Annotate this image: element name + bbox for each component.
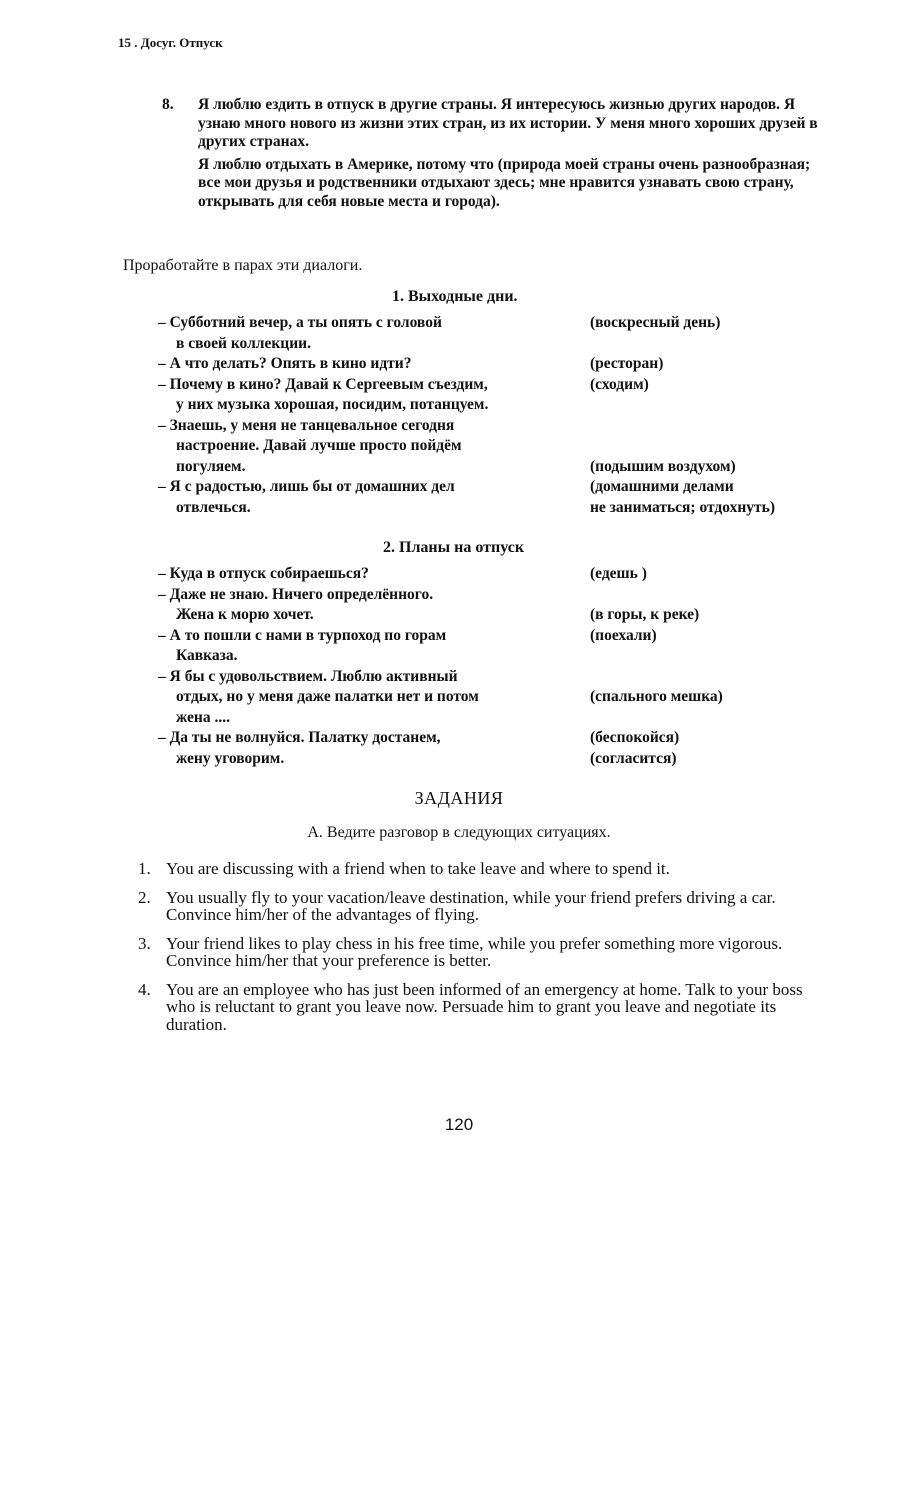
- dialog-1: [158, 313, 823, 518]
- dialog-substitution: (ресторан): [590, 355, 664, 372]
- dialog-line-continuation: отдых, но у меня даже палатки нет и потом: [176, 688, 479, 705]
- task-text: You are an employee who has just been informed of an emergency at home. Talk to your boss who is reluctant to grant you leave now. Persuade him to grant you leave and negotiate its duration.: [166, 979, 803, 1034]
- dialog-substitution: (спального мешка): [590, 688, 723, 705]
- dialog-line-continuation: Жена к морю хочет.: [176, 606, 314, 623]
- tasks-title: ЗАДАНИЯ: [414, 788, 504, 808]
- instruction-text: Проработайте в парах эти диалоги.: [123, 257, 363, 274]
- page-number: 120: [444, 1115, 474, 1134]
- dialog-line-text: [158, 585, 590, 626]
- task-number: 3.: [138, 933, 151, 953]
- dialog-line-continuation: в своей коллекции.: [176, 334, 311, 352]
- task-text: Your friend likes to play chess in his free time, while you prefer something more vigorous. Convince him/her that your preference is better.: [166, 933, 783, 970]
- dialog-line-text: [158, 313, 590, 354]
- dialog-line: [158, 626, 823, 667]
- dialog-substitution: (в горы, к реке): [590, 606, 700, 623]
- dialog-line-text: [158, 416, 590, 478]
- task-item: [138, 935, 828, 970]
- dialog-line-continuation: Кавказа.: [176, 647, 238, 664]
- task-number: 2.: [138, 887, 151, 907]
- dialog-line-first: – А что делать? Опять в кино идти?: [158, 355, 412, 372]
- dialog-substitution: (поехали): [590, 626, 657, 644]
- dialog-line: [158, 564, 823, 585]
- dialog-line: [158, 585, 823, 626]
- task-item: [138, 889, 828, 924]
- dialog-line-text: [158, 477, 590, 518]
- tasks-list: [138, 860, 828, 1044]
- dialog-line-first: – Субботний вечер, а ты опять с головой: [158, 314, 442, 331]
- dialog-line-first: – Да ты не волнуйся. Палатку достанем,: [158, 729, 441, 746]
- dialog-line-first: – Я с радостью, лишь бы от домашних дел: [158, 478, 455, 495]
- dialog-substitution: (беспокойся) (согласится): [590, 729, 680, 767]
- dialog-line: [158, 354, 823, 375]
- dialog-substitution: (воскресный день): [590, 314, 721, 331]
- tasks-subtitle: А. Ведите разговор в следующих ситуациях.: [307, 824, 611, 841]
- task-text: You are discussing with a friend when to take leave and where to spend it.: [166, 859, 670, 878]
- item-8-number: 8.: [162, 96, 174, 113]
- dialog-substitution: (едешь ): [590, 565, 647, 582]
- task-number: 4.: [138, 979, 151, 999]
- dialog-line-text: [158, 354, 590, 375]
- dialog-line-text: [158, 564, 590, 585]
- dialog-line-first: – Почему в кино? Давай к Сергеевым съездим,: [158, 375, 488, 393]
- task-text: You usually fly to your vacation/leave destination, while your friend prefers driving a car. Convince him/her of the advantages of flying.: [166, 887, 776, 924]
- task-item: [138, 981, 828, 1034]
- dialog-line-continuation: настроение. Давай лучше просто пойдём: [176, 437, 462, 454]
- task-item: [138, 860, 828, 878]
- item-8-body: [198, 96, 822, 211]
- item-8-paragraph: Я люблю отдыхать в Америке, потому что (природа моей страны очень разнообразная; все мои друзья и родственники отдыхают здесь; мне нравится узнавать свою страну, открывать для себя новые места и города).: [198, 155, 811, 210]
- item-8-paragraph: Я люблю ездить в отпуск в другие страны. Я интересуюсь жизнью других народов. Я узнаю много нового из жизни этих стран, из их истории. У меня много хороших друзей в других странах.: [198, 96, 818, 150]
- running-header: 15 . Досуг. Отпуск: [118, 35, 223, 50]
- dialog-2: [158, 564, 823, 769]
- dialog-line: [158, 667, 823, 729]
- dialog-line-continuation: отвлечься.: [176, 498, 251, 516]
- dialog-line-text: [158, 626, 590, 667]
- dialog-line: [158, 728, 823, 769]
- dialog-line: [158, 416, 823, 478]
- dialog-line-continuation: жена ....: [176, 708, 230, 726]
- dialog-line-first: – А то пошли с нами в турпоход по горам: [158, 626, 447, 644]
- dialog-line-first: – Даже не знаю. Ничего определённого.: [158, 585, 434, 603]
- dialog-line: [158, 477, 823, 518]
- dialog-line-continuation: у них музыка хорошая, посидим, потанцуем.: [176, 396, 489, 413]
- dialog-line-first: – Я бы с удовольствием. Люблю активный: [158, 667, 458, 685]
- task-number: 1.: [138, 859, 151, 878]
- dialog-substitution: (сходим): [590, 375, 649, 393]
- dialog-line-text: [158, 375, 590, 416]
- dialog-1-title: 1. Выходные дни.: [392, 288, 518, 305]
- item-8: [162, 96, 822, 215]
- dialog-line-text: [158, 728, 590, 769]
- dialog-line-continuation: жену уговорим.: [176, 749, 285, 767]
- dialog-substitution: (домашними делами не заниматься; отдохнуть): [590, 478, 776, 516]
- dialog-line-first: – Куда в отпуск собираешься?: [158, 565, 369, 582]
- dialog-line-text: [158, 667, 590, 729]
- dialog-line-first: – Знаешь, у меня не танцевальное сегодня: [158, 416, 455, 434]
- dialog-substitution: (подышим воздухом): [590, 457, 736, 475]
- dialog-line: [158, 313, 823, 354]
- dialog-line-continuation: погуляем.: [176, 457, 246, 475]
- dialog-2-title: 2. Планы на отпуск: [383, 539, 525, 556]
- dialog-line: [158, 375, 823, 416]
